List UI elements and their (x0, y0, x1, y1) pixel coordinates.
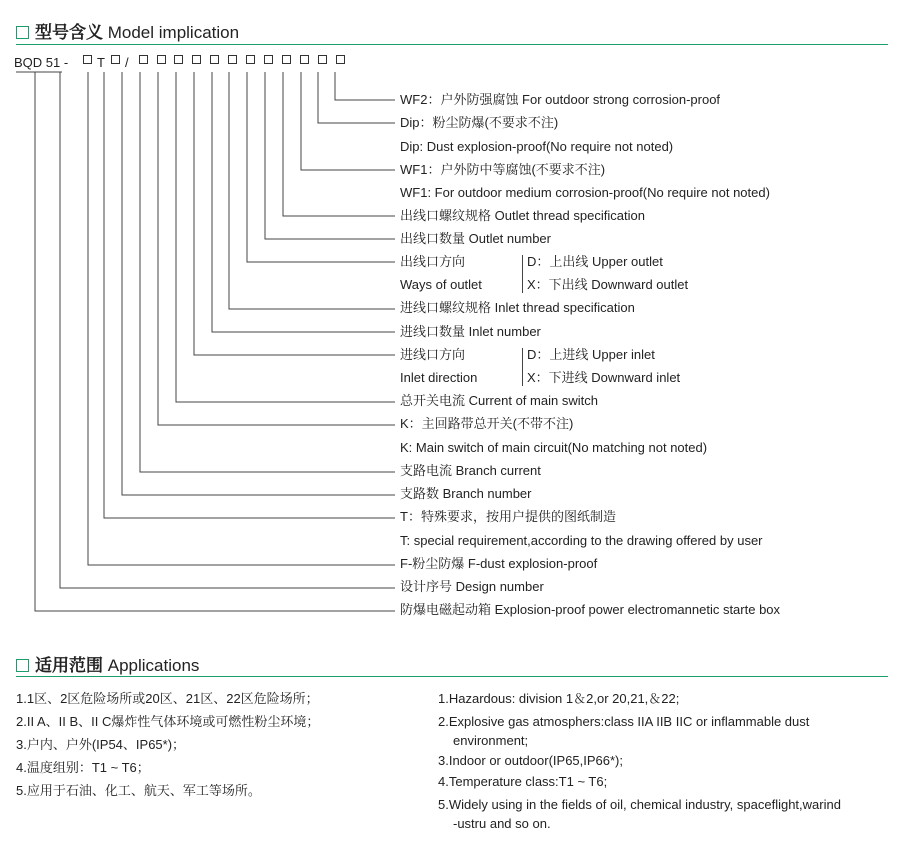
connector-line (194, 72, 395, 355)
label-main-switch-zh: K：主回路带总开关(不带不注) (400, 416, 574, 431)
inlet-bracket (522, 348, 523, 386)
applications-en-item: 3.Indoor or outdoor(IP65,IP66*); (438, 753, 624, 768)
applications-zh-item: 5.应用于石油、化工、航天、军工等场所。 (16, 783, 261, 798)
connector-line (35, 72, 395, 611)
model-prefix: BQD 51 - (14, 55, 69, 70)
label-inlet-number: 进线口数量 Inlet number (400, 324, 541, 339)
label-outlet-number: 出线口数量 Outlet number (400, 231, 551, 246)
applications-en-item: -ustru and so on. (453, 816, 551, 831)
label-special-zh: T：特殊要求，按用户提供的图纸制造 (400, 509, 616, 524)
applications-en-item: 4.Temperature class:T1 ~ T6; (438, 774, 608, 789)
inlet-option-up: D：上进线 Upper inlet (527, 347, 655, 362)
connector-line (104, 72, 395, 518)
applications-section-title (16, 651, 199, 676)
connector-line (88, 72, 395, 565)
outlet-bracket (522, 255, 523, 293)
label-special-en: T: special requirement,according to the drawing offered by user (400, 533, 763, 548)
label-wf1-en: WF1: For outdoor medium corrosion-proof(No require not noted) (400, 185, 770, 200)
applications-zh-item: 3.户内、户外(IP54、IP65*)； (16, 737, 186, 752)
model-sep: / (125, 55, 129, 70)
label-dip-en: Dip: Dust explosion-proof(No require not noted) (400, 139, 674, 154)
label-main-switch-en: K: Main switch of main circuit(No matching not noted) (400, 440, 708, 455)
label-design-number: 设计序号 Design number (400, 579, 544, 594)
label-inlet-direction-zh: 进线口方向 (400, 347, 466, 362)
label-outlet-direction-en: Ways of outlet (400, 277, 482, 292)
applications-zh-item: 4.温度组别：T1 ~ T6； (16, 760, 150, 775)
label-wf1-zh: WF1：户外防中等腐蚀(不要求不注) (400, 162, 606, 177)
applications-en-item: 5.Widely using in the fields of oil, chemical industry, spaceflight,warind (438, 797, 841, 812)
model-title-en: Model implication (107, 23, 240, 42)
label-inlet-direction-en: Inlet direction (400, 370, 478, 385)
applications-en-item: 1.Hazardous: division 1＆2,or 20,21,＆22; (438, 691, 680, 706)
label-outlet-thread: 出线口螺纹规格 Outlet thread specification (400, 208, 645, 223)
connector-line (318, 72, 395, 123)
model-t: T (97, 55, 105, 70)
inlet-option-down: X：下进线 Downward inlet (527, 370, 681, 385)
connector-line (212, 72, 395, 332)
label-main-switch-current: 总开关电流 Current of main switch (400, 393, 598, 408)
connector-line (229, 72, 395, 309)
applications-en-item: 2.Explosive gas atmosphers:class IIA IIB IIC or inflammable dust (438, 714, 810, 729)
label-branch-current: 支路电流 Branch current (400, 463, 541, 478)
outlet-option-down: X：下出线 Downward outlet (527, 277, 689, 292)
connector-line (265, 72, 395, 239)
label-dip-zh: Dip：粉尘防爆(不要求不注) (400, 115, 559, 130)
label-product-name: 防爆电磁起动箱 Explosion-proof power electromannetic starte box (400, 602, 781, 617)
connector-line (122, 72, 395, 495)
model-title-zh: 型号含义 (35, 23, 103, 42)
label-branch-number: 支路数 Branch number (400, 486, 532, 501)
label-inlet-thread: 进线口螺纹规格 Inlet thread specification (400, 300, 635, 315)
applications-zh-item: 1.1区、2区危险场所或20区、21区、22区危险场所； (16, 691, 319, 706)
connector-line (60, 72, 395, 588)
label-wf2: WF2：户外防强腐蚀 For outdoor strong corrosion-proof (400, 92, 721, 107)
outlet-option-up: D：上出线 Upper outlet (527, 254, 663, 269)
label-outlet-direction-zh: 出线口方向 (400, 254, 466, 269)
applications-title-zh: 适用范围 (35, 656, 103, 675)
applications-title-en: Applications (107, 656, 200, 675)
connector-line (335, 72, 395, 100)
connector-line (301, 72, 395, 170)
applications-zh-item: 2.II A、II B、II C爆炸性气体环境或可燃性粉尘环境； (16, 714, 320, 729)
connector-line (283, 72, 395, 216)
checkbox-square-icon (16, 659, 29, 672)
connector-line (140, 72, 395, 472)
label-dust-explosion: F-粉尘防爆 F-dust explosion-proof (400, 556, 598, 571)
section-divider (16, 676, 888, 677)
applications-en-item: environment; (453, 733, 529, 748)
connector-line (176, 72, 395, 402)
